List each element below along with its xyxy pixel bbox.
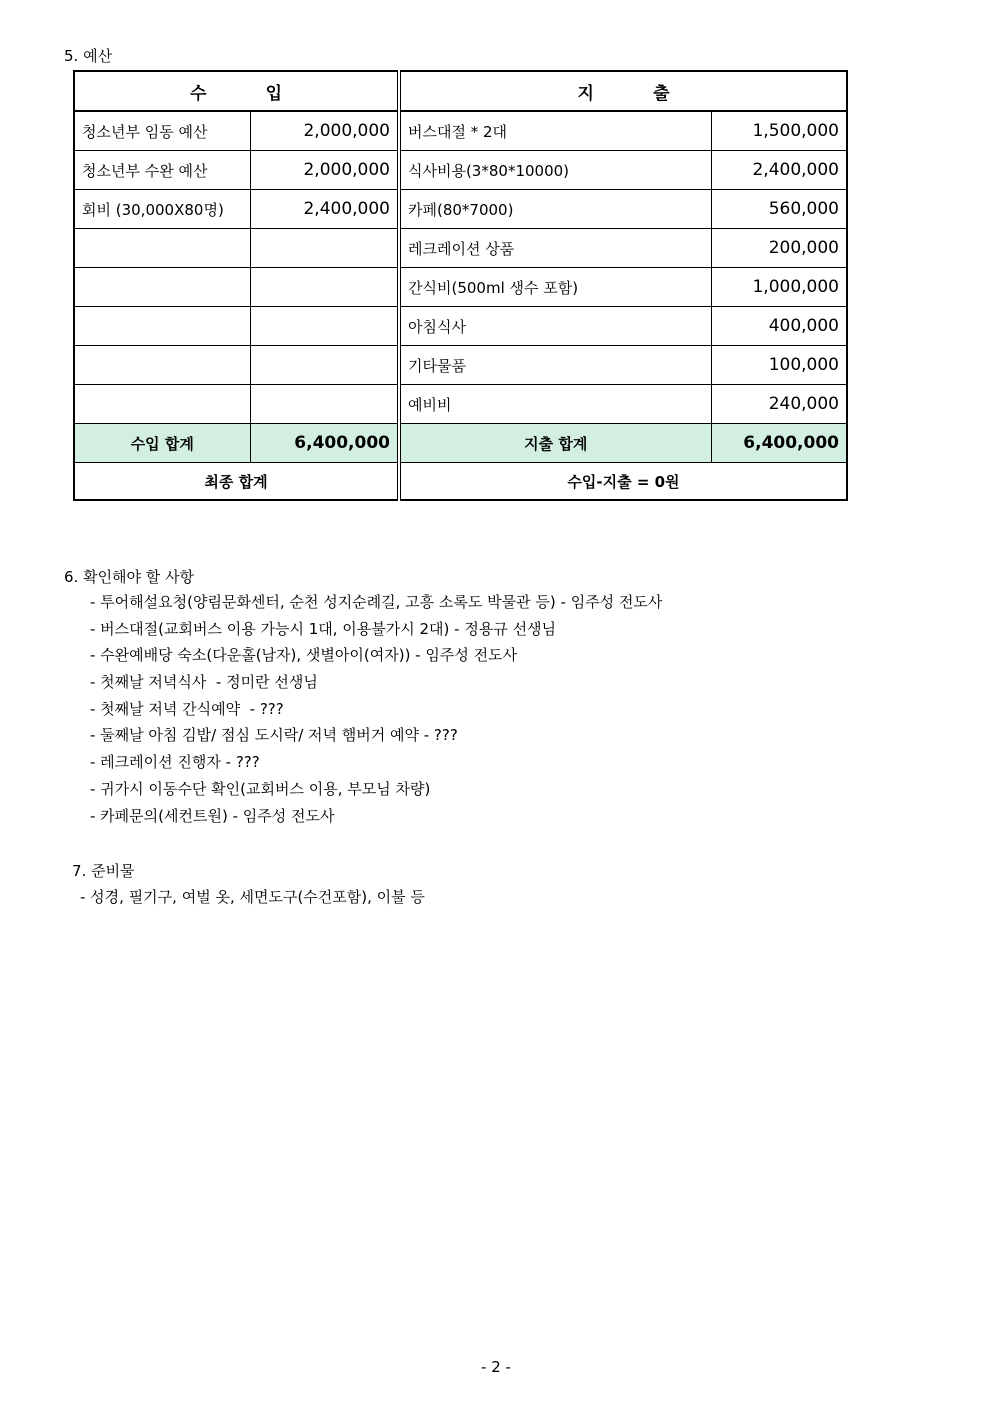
income-label: [74, 307, 250, 346]
final-total-value: 수입-지출 = 0원: [399, 463, 847, 501]
income-label: 회비 (30,000X80명): [74, 190, 250, 229]
expense-label: 식사비용(3*80*10000): [399, 151, 711, 190]
checklist: [90, 591, 662, 831]
section-7-title: 7. 준비물: [72, 862, 135, 880]
budget-table: [73, 70, 848, 501]
budget-row: [74, 229, 847, 268]
list-item: - 수완예배당 숙소(다운홀(남자), 샛별아이(여자)) - 임주성 전도사: [90, 646, 518, 665]
supplies-list: [80, 886, 425, 908]
section-5-title: 5. 예산: [64, 47, 113, 65]
expense-label: 버스대절 * 2대: [399, 111, 711, 151]
final-total-label: 최종 합계: [74, 463, 399, 501]
income-amount: 2,000,000: [250, 151, 399, 190]
totals-row: [74, 424, 847, 463]
expense-label: 간식비(500ml 생수 포함): [399, 268, 711, 307]
income-amount: [250, 307, 399, 346]
budget-row: [74, 151, 847, 190]
budget-row: [74, 385, 847, 424]
expense-label: 레크레이션 상품: [399, 229, 711, 268]
budget-row: [74, 307, 847, 346]
income-amount: [250, 229, 399, 268]
income-amount: 2,400,000: [250, 190, 399, 229]
expense-amount: 1,000,000: [711, 268, 847, 307]
income-amount: [250, 268, 399, 307]
expense-amount: 400,000: [711, 307, 847, 346]
list-item: - 투어해설요청(양림문화센터, 순천 성지순례길, 고흥 소록도 박물관 등) - 임주성 전도사: [90, 593, 663, 611]
income-label: [74, 346, 250, 385]
expense-label: 카페(80*7000): [399, 190, 711, 229]
income-header: 수 입: [74, 71, 399, 111]
income-label: 청소년부 임동 예산: [74, 111, 250, 151]
list-item: - 성경, 필기구, 여벌 옷, 세면도구(수건포함), 이불 등: [80, 888, 425, 906]
expense-label: 기타물품: [399, 346, 711, 385]
expense-amount: 200,000: [711, 229, 847, 268]
expense-label: 아침식사: [399, 307, 711, 346]
budget-row: [74, 268, 847, 307]
section-6-title: 6. 확인해야 할 사항: [64, 568, 195, 586]
list-item: - 카페문의(세컨트원) - 임주성 전도사: [90, 806, 335, 825]
income-total-amount: 6,400,000: [250, 424, 399, 463]
income-amount: 2,000,000: [250, 111, 399, 151]
list-item: - 레크레이션 진행자 - ???: [90, 753, 260, 772]
list-item: - 첫째날 저녁 간식예약 - ???: [90, 699, 284, 718]
expense-total-label: 지출 합계: [399, 424, 711, 463]
income-label: [74, 385, 250, 424]
expense-amount: 100,000: [711, 346, 847, 385]
income-total-label: 수입 합계: [74, 424, 250, 463]
list-item: - 버스대절(교회버스 이용 가능시 1대, 이용불가시 2대) - 정용규 선생님: [90, 619, 557, 638]
expense-total-amount: 6,400,000: [711, 424, 847, 463]
expense-label: 예비비: [399, 385, 711, 424]
expense-amount: 560,000: [711, 190, 847, 229]
budget-row: [74, 346, 847, 385]
budget-row: [74, 111, 847, 151]
income-amount: [250, 346, 399, 385]
income-label: [74, 268, 250, 307]
list-item: - 첫째날 저녁식사 - 정미란 선생님: [90, 673, 318, 692]
expense-amount: 1,500,000: [711, 111, 847, 151]
budget-row: [74, 190, 847, 229]
list-item: - 귀가시 이동수단 확인(교회버스 이용, 부모님 차량): [90, 779, 431, 798]
page-number: - 2 -: [481, 1358, 511, 1376]
final-total-row: [74, 463, 847, 501]
expense-amount: 240,000: [711, 385, 847, 424]
income-label: [74, 229, 250, 268]
expense-amount: 2,400,000: [711, 151, 847, 190]
income-amount: [250, 385, 399, 424]
budget-header-row: [74, 71, 847, 111]
expense-header: 지 출: [399, 71, 847, 111]
income-label: 청소년부 수완 예산: [74, 151, 250, 190]
list-item: - 둘째날 아침 김밥/ 점심 도시락/ 저녁 햄버거 예약 - ???: [90, 726, 458, 745]
